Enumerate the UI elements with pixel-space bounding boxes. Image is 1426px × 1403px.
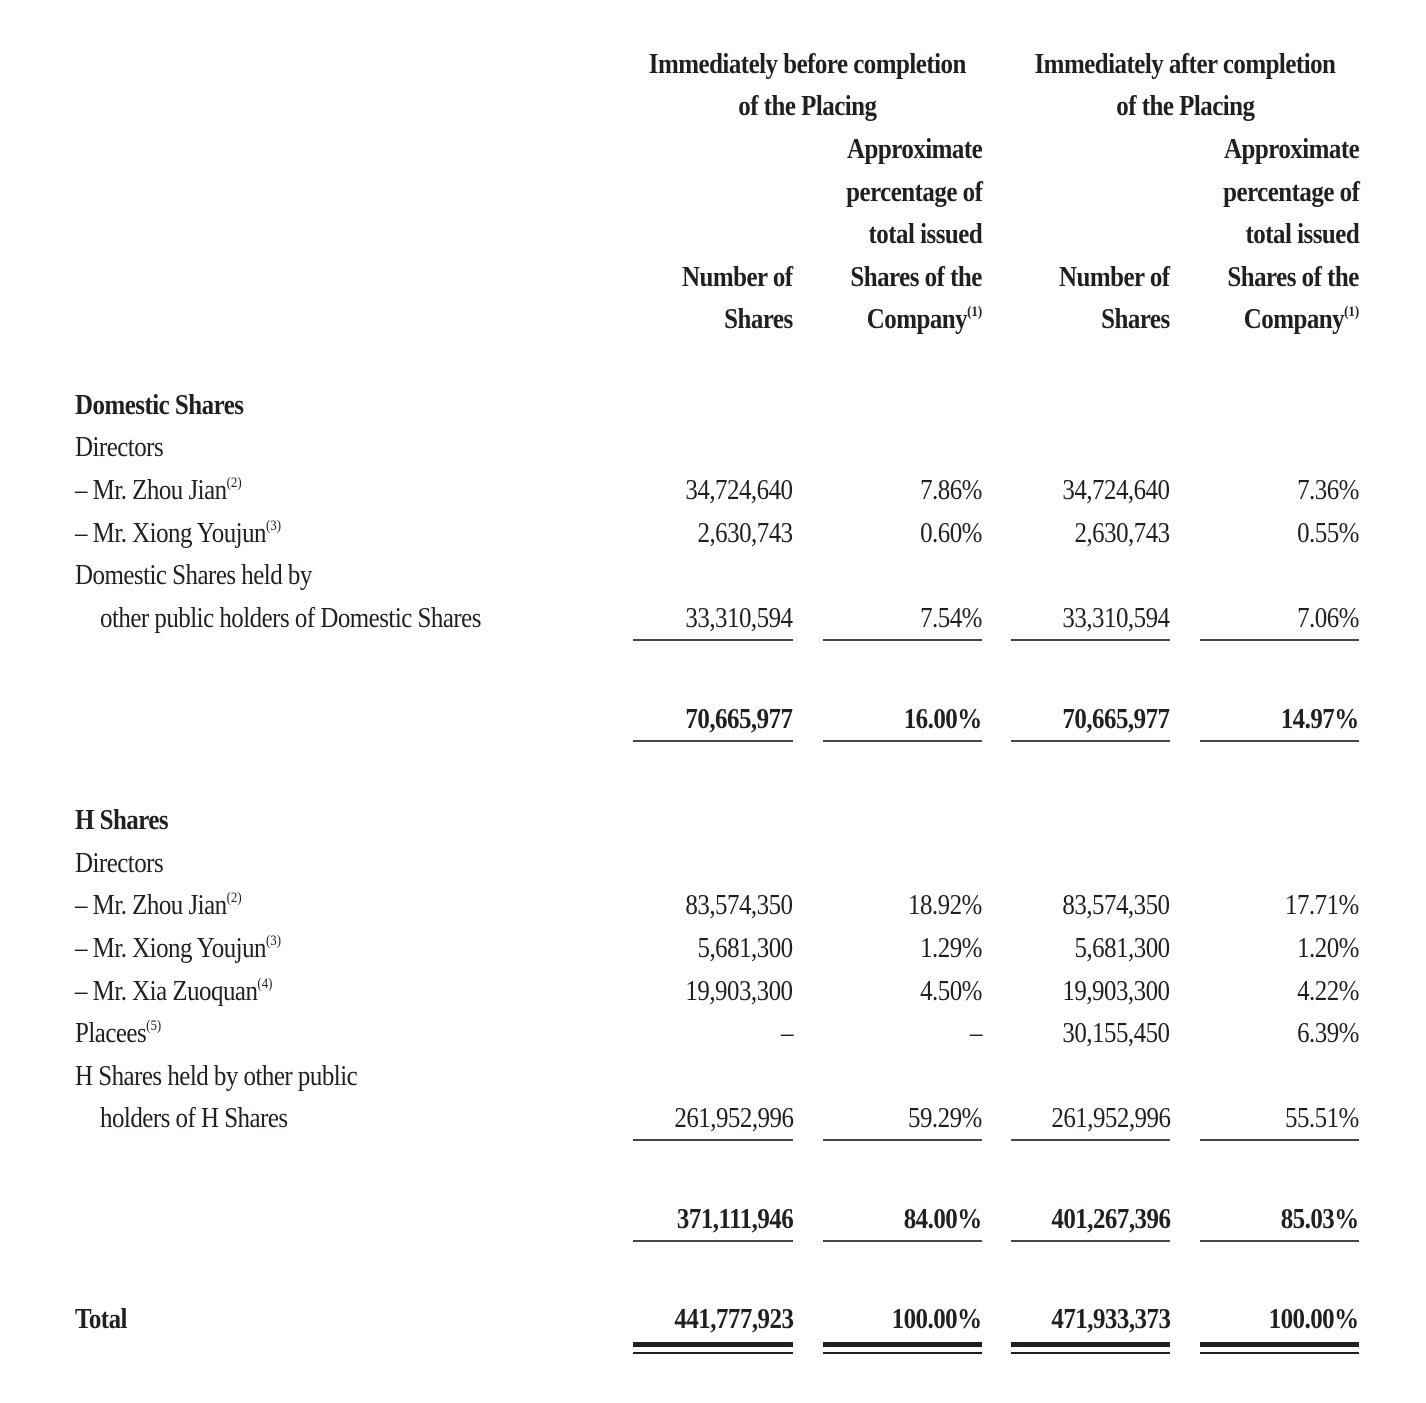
after-shares: 33,310,594 (1062, 602, 1170, 634)
header-after-pct-3: total issued (1245, 218, 1359, 250)
before-shares: 261,952,996 (673, 1102, 793, 1134)
divider (1200, 1139, 1359, 1141)
after-pct: 1.20% (1297, 932, 1359, 964)
divider (823, 1240, 982, 1242)
row-label: Domestic Shares held by (75, 559, 312, 591)
after-pct: 0.55% (1297, 517, 1359, 549)
divider (823, 639, 982, 641)
before-pct: 1.29% (920, 932, 982, 964)
after-pct: 100.00% (1269, 1303, 1359, 1335)
after-pct: 14.97% (1281, 703, 1359, 735)
after-shares: 34,724,640 (1062, 474, 1170, 506)
divider (1200, 1240, 1359, 1242)
before-shares: 2,630,743 (697, 517, 793, 549)
group-header-after-line2: of the Placing (1115, 90, 1255, 122)
divider (633, 1240, 793, 1242)
after-shares: 83,574,350 (1062, 889, 1170, 921)
divider (1011, 639, 1170, 641)
divider (633, 1139, 793, 1141)
after-shares: 30,155,450 (1062, 1017, 1170, 1049)
divider (823, 740, 982, 742)
before-pct: 59.29% (908, 1102, 982, 1134)
header-before-pct-3: total issued (868, 218, 982, 250)
before-shares: 83,574,350 (685, 889, 793, 921)
double-underline (1200, 1342, 1359, 1347)
before-pct: 16.00% (904, 703, 982, 735)
after-pct: 85.03% (1281, 1203, 1359, 1235)
header-after-shares-2: Shares (1101, 303, 1170, 335)
before-pct: 100.00% (892, 1303, 982, 1335)
after-shares: 70,665,977 (1062, 703, 1170, 735)
before-shares: 34,724,640 (685, 474, 793, 506)
before-pct: 7.54% (920, 602, 982, 634)
double-underline (1011, 1352, 1170, 1354)
before-shares: 19,903,300 (685, 975, 793, 1007)
before-pct: 7.86% (920, 474, 982, 506)
group-header-before-line2: of the Placing (738, 90, 877, 122)
header-before-pct-1: Approximate (846, 133, 982, 165)
row-label: H Shares held by other public (75, 1060, 358, 1092)
double-underline (1011, 1342, 1170, 1347)
before-shares: 5,681,300 (697, 932, 793, 964)
after-shares: 19,903,300 (1062, 975, 1170, 1007)
after-shares: 471,933,373 (1050, 1303, 1170, 1335)
before-pct: 0.60% (920, 517, 982, 549)
before-shares: 371,111,946 (676, 1203, 793, 1235)
header-after-shares-1: Number of (1059, 261, 1170, 293)
row-label-continued: other public holders of Domestic Shares (100, 602, 481, 634)
before-pct: 4.50% (920, 975, 982, 1007)
after-pct: 7.36% (1297, 474, 1359, 506)
divider (1200, 740, 1359, 742)
double-underline (633, 1352, 793, 1354)
row-label: – Mr. Zhou Jian$^{(2)}$ (75, 889, 242, 921)
before-pct: – (970, 1017, 982, 1049)
before-shares: – (781, 1017, 793, 1049)
before-pct: 84.00% (904, 1203, 982, 1235)
divider (1011, 740, 1170, 742)
after-pct: 55.51% (1285, 1102, 1359, 1134)
group-header-before: Immediately before completion (648, 48, 967, 80)
header-after-pct-4: Shares of the (1227, 261, 1359, 293)
after-pct: 7.06% (1297, 602, 1359, 634)
header-before-pct-5: Company$^{(1)}$ (866, 303, 982, 335)
divider (1011, 1240, 1170, 1242)
row-label: – Mr. Xiong Youjun$^{(3)}$ (75, 932, 282, 964)
divider (823, 1139, 982, 1141)
row-label: – Mr. Xia Zuoquan$^{(4)}$ (75, 975, 273, 1007)
after-shares: 401,267,396 (1050, 1203, 1170, 1235)
section-heading: Domestic Shares (75, 389, 244, 421)
after-shares: 5,681,300 (1074, 932, 1170, 964)
header-before-pct-4: Shares of the (850, 261, 982, 293)
after-pct: 17.71% (1285, 889, 1359, 921)
header-after-pct-5: Company$^{(1)}$ (1243, 303, 1359, 335)
double-underline (823, 1342, 982, 1347)
divider (1011, 1139, 1170, 1141)
directors-label: Directors (75, 847, 164, 879)
section-heading: H Shares (75, 804, 169, 836)
double-underline (823, 1352, 982, 1354)
header-before-shares-2: Shares (724, 303, 793, 335)
divider (633, 639, 793, 641)
after-shares: 261,952,996 (1050, 1102, 1170, 1134)
after-pct: 6.39% (1297, 1017, 1359, 1049)
double-underline (1200, 1352, 1359, 1354)
before-shares: 441,777,923 (673, 1303, 793, 1335)
after-pct: 4.22% (1297, 975, 1359, 1007)
header-after-pct-2: percentage of (1222, 176, 1359, 208)
divider (633, 740, 793, 742)
header-before-pct-2: percentage of (845, 176, 982, 208)
row-label-continued: holders of H Shares (100, 1102, 288, 1134)
before-pct: 18.92% (908, 889, 982, 921)
row-label: Placees$^{(5)}$ (75, 1017, 162, 1049)
row-label: – Mr. Xiong Youjun$^{(3)}$ (75, 517, 282, 549)
before-shares: 33,310,594 (685, 602, 793, 634)
directors-label: Directors (75, 431, 164, 463)
divider (1200, 639, 1359, 641)
total-label: Total (75, 1303, 127, 1335)
header-after-pct-1: Approximate (1223, 133, 1359, 165)
before-shares: 70,665,977 (685, 703, 793, 735)
group-header-after: Immediately after completion (1034, 48, 1336, 80)
row-label: – Mr. Zhou Jian$^{(2)}$ (75, 474, 242, 506)
after-shares: 2,630,743 (1074, 517, 1170, 549)
header-before-shares-1: Number of (682, 261, 793, 293)
double-underline (633, 1342, 793, 1347)
